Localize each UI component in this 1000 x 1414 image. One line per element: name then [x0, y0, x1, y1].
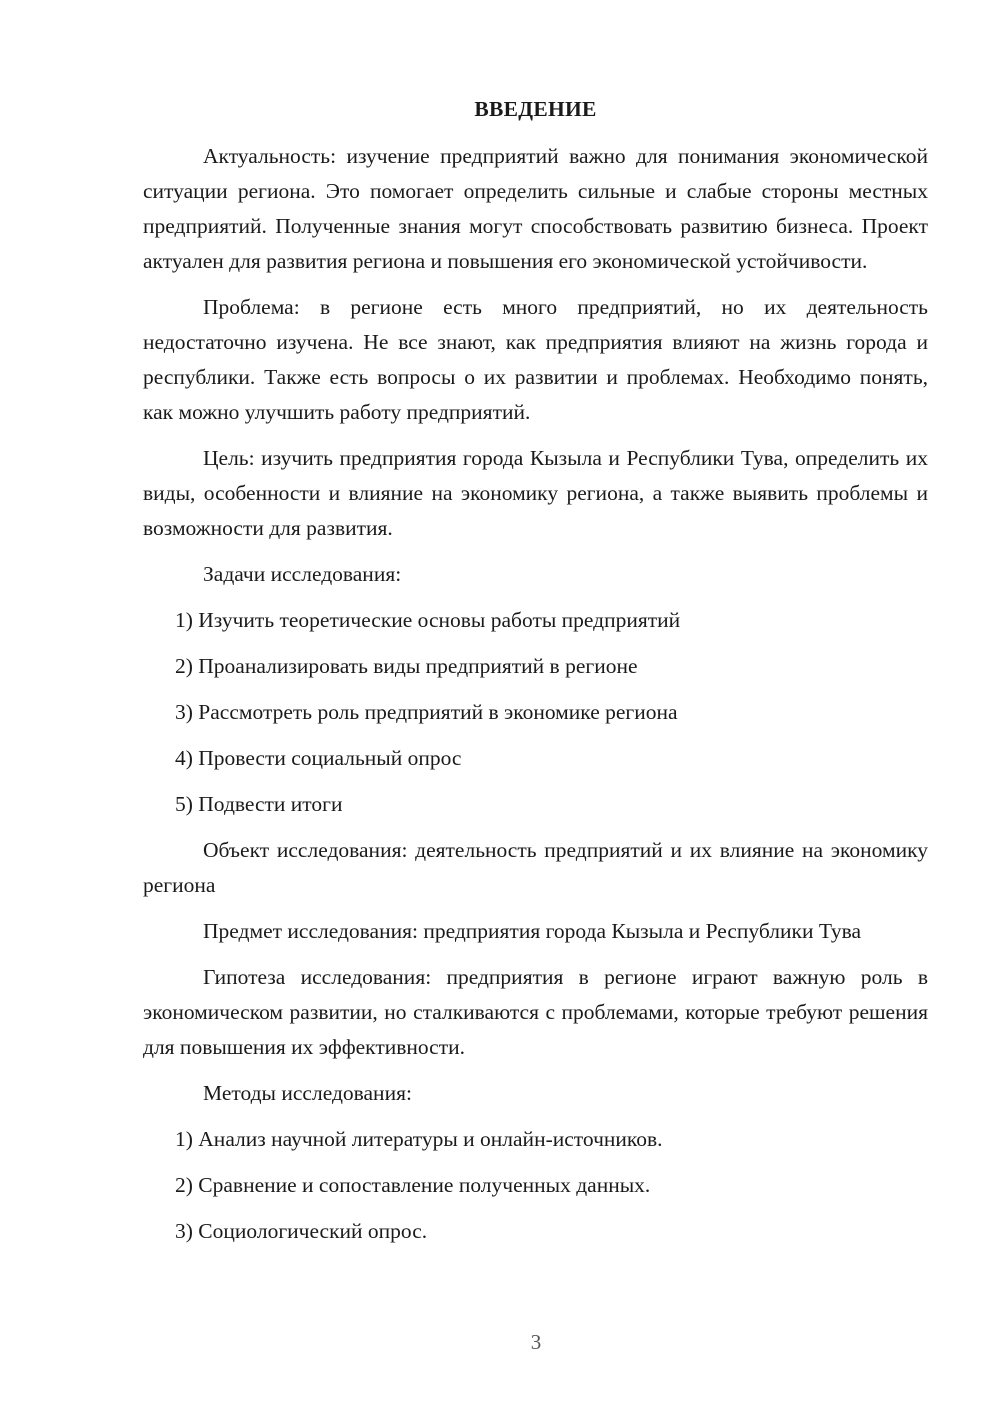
goal-paragraph: Цель: изучить предприятия города Кызыла и Республики Тува, определить их виды, особенности и влияние на экономику региона, а также выявить проблемы и возможности для развития. [143, 446, 928, 540]
list-item: 3) Рассмотреть роль предприятий в экономике региона [175, 700, 678, 724]
list-item: 4) Провести социальный опрос [175, 746, 462, 770]
methods-label: Методы исследования: [203, 1081, 412, 1105]
list-item: 1) Анализ научной литературы и онлайн-источников. [175, 1127, 663, 1151]
subject-paragraph: Предмет исследования: предприятия города Кызыла и Республики Тува [203, 919, 862, 943]
list-item: 2) Сравнение и сопоставление полученных данных. [175, 1173, 651, 1197]
object-paragraph: Объект исследования: деятельность предприятий и их влияние на экономику региона [143, 838, 928, 897]
methods-list [143, 1122, 928, 1249]
list-item: 1) Изучить теоретические основы работы предприятий [175, 608, 681, 632]
section-title: ВВЕДЕНИЕ [474, 97, 597, 121]
tasks-label: Задачи исследования: [203, 562, 402, 586]
page-number: 3 [530, 1330, 542, 1354]
list-item: 3) Социологический опрос. [175, 1219, 428, 1243]
problem-paragraph: Проблема: в регионе есть много предприятий, но их деятельность недостаточно изучена. Не все знают, как предприятия влияют на жизнь города и республики. Также есть вопросы о их развитии и проблемах. Необходимо понять, как можно улучшить работу предприятий. [143, 295, 928, 424]
list-item: 5) Подвести итоги [175, 792, 343, 816]
hypothesis-paragraph: Гипотеза исследования: предприятия в регионе играют важную роль в экономическом развитии, но сталкиваются с проблемами, которые требуют решения для повышения их эффективности. [143, 965, 928, 1059]
relevance-paragraph: Актуальность: изучение предприятий важно для понимания экономической ситуации региона. Это помогает определить сильные и слабые стороны местных предприятий. Полученные знания могут способствовать развитию бизнеса. Проект актуален для развития региона и повышения его экономической устойчивости. [143, 144, 928, 273]
list-item: 2) Проанализировать виды предприятий в регионе [175, 654, 638, 678]
document-page [143, 92, 928, 1260]
tasks-list [143, 603, 928, 822]
